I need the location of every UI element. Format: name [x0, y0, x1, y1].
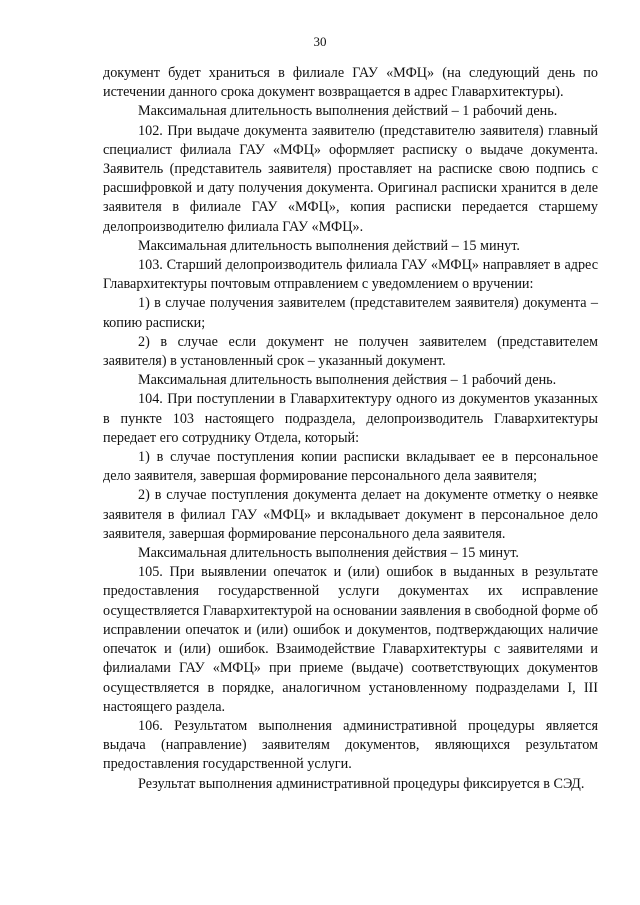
paragraph-104: 104. При поступлении в Главархитектуру одного из документов указанных в пункте 103 настоящего подраздела, делопроизводитель Главархитектуры передает его сотруднику Отдела, который:	[103, 391, 598, 446]
paragraph-max-duration-1: Максимальная длительность выполнения действий – 1 рабочий день.	[138, 103, 558, 120]
paragraph-105: 105. При выявлении опечаток и (или) ошибок в выданных в результате предоставления государственной услуги документах их исправление осуществляется Главархитектурой на основании заявления в свободной форме об исправлении опечаток и (или) ошибок и документов, подтверждающих наличие опечаток и (или) ошибок. Взаимодействие Главархитектуры с заявителями и филиалами ГАУ «МФЦ» при приеме (выдаче) соответствующих документов осуществляется в порядке, аналогичном установленному подразделами I, III настоящего раздела.	[103, 564, 598, 715]
paragraph-max-duration-2: Максимальная длительность выполнения действий – 15 минут.	[138, 237, 520, 254]
paragraph-max-duration-4: Максимальная длительность выполнения действия – 15 минут.	[138, 545, 519, 562]
paragraph-continuation: документ будет храниться в филиале ГАУ «МФЦ» (на следующий день по истечении данного срока документ возвращается в адрес Главархитектуры).	[103, 65, 598, 101]
paragraph-103: 103. Старший делопроизводитель филиала ГАУ «МФЦ» направляет в адрес Главархитектуры почтовым отправлением с уведомлением о вручении:	[103, 257, 598, 293]
paragraph-result-fixation: Результат выполнения административной процедуры фиксируется в СЭД.	[138, 775, 585, 792]
paragraph-106: 106. Результатом выполнения административной процедуры является выдача (направление) заявителям документов, являющихся результатом предоставления государственной услуги.	[103, 717, 598, 773]
paragraph-103-item-2: 2) в случае если документ не получен заявителем (представителем заявителя) в установленный срок – указанный документ.	[103, 333, 598, 370]
paragraph-max-duration-3: Максимальная длительность выполнения действия – 1 рабочий день.	[138, 372, 557, 389]
paragraph-104-item-1: 1) в случае поступления копии расписки вкладывает ее в персональное дело заявителя, завершая формирование персонального дела заявителя;	[103, 449, 598, 485]
paragraph-103-item-1: 1) в случае получения заявителем (представителем заявителя) документа – копию расписки;	[103, 295, 598, 331]
document-body	[103, 64, 598, 794]
page-number: 30	[313, 34, 327, 49]
paragraph-104-item-2: 2) в случае поступления документа делает на документе отметку о неявке заявителя в филиал ГАУ «МФЦ» и вкладывает документ в персональное дело заявителя, завершая формирование персонального дела заявителя.	[103, 487, 598, 542]
paragraph-102: 102. При выдаче документа заявителю (представителю заявителя) главный специалист филиала ГАУ «МФЦ» оформляет расписку о выдаче документа. Заявитель (представитель заявителя) проставляет на расписке свою подпись с расшифровкой и дату получения документа. Оригинал расписки хранится в деле заявителя в филиале ГАУ «МФЦ», копия расписки передается старшему делопроизводителю филиала ГАУ «МФЦ».	[103, 122, 598, 235]
